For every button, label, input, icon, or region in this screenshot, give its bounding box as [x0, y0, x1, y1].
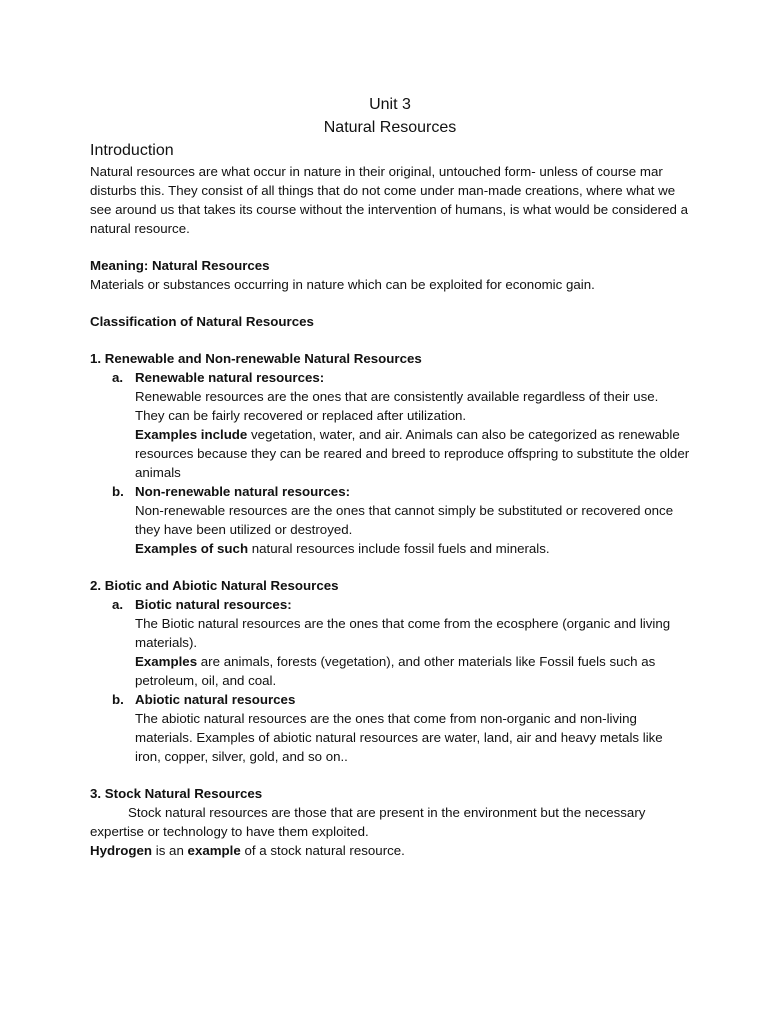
- list-marker: a.: [112, 597, 124, 612]
- item-examples: [135, 425, 690, 482]
- examples-text: vegetation, water, and air. Animals can also be categorized as renewable resources because they can be reared and breed to reproduce offspring to substitute the older animals: [135, 427, 690, 480]
- examples-label: Examples include: [135, 427, 248, 442]
- intro-heading: Introduction: [90, 142, 174, 159]
- section3-paragraph: Stock natural resources are those that are present in the environment but the necessary expertise or technology to have them exploited.: [90, 805, 646, 839]
- item-title: Abiotic natural resources: [135, 692, 296, 707]
- section1-heading: 1. Renewable and Non-renewable Natural Resources: [90, 351, 422, 366]
- examples-text: are animals, forests (vegetation), and other materials like Fossil fuels such as petroleum, oil, and coal.: [135, 654, 656, 688]
- item-examples: [135, 539, 690, 558]
- item-examples: [135, 652, 690, 690]
- list-marker: a.: [112, 370, 124, 385]
- unit-label: Unit 3: [369, 96, 411, 113]
- section1-item-b: [90, 482, 690, 558]
- item-text: The Biotic natural resources are the ones that come from the ecosphere (organic and living materials).: [135, 616, 671, 650]
- section2-item-a: [90, 595, 690, 690]
- examples-label: Examples of such: [135, 541, 249, 556]
- list-marker: b.: [112, 484, 124, 499]
- example-bold-word: example: [187, 843, 241, 858]
- page-title: Natural Resources: [323, 119, 457, 136]
- item-title: Biotic natural resources:: [135, 597, 292, 612]
- meaning-paragraph: Materials or substances occurring in nature which can be exploited for economic gain.: [90, 277, 595, 292]
- section3-example: [90, 841, 690, 860]
- section2-heading: 2. Biotic and Abiotic Natural Resources: [90, 578, 339, 593]
- example-text-mid: is an: [152, 843, 188, 858]
- example-text-end: of a stock natural resource.: [240, 843, 405, 858]
- item-text: Renewable resources are the ones that are consistently available regardless of their use. They can be fairly recovered or replaced after utilization.: [135, 389, 659, 423]
- item-text: The abiotic natural resources are the ones that come from non-organic and non-living materials. Examples of abiotic natural resources are water, land, air and heavy metals like iron, copper, silver, gold, and so on..: [135, 711, 663, 764]
- item-title: Renewable natural resources:: [135, 370, 325, 385]
- document-page: [90, 93, 690, 860]
- section2-item-b: [90, 690, 690, 766]
- intro-paragraph: Natural resources are what occur in nature in their original, untouched form- unless of course mar disturbs this. They consist of all things that do not come under man-made creations, where what we see around us that takes its course without the intervention of humans, is what would be considered a natural resource.: [90, 164, 688, 236]
- list-marker: b.: [112, 692, 124, 707]
- example-bold-hydrogen: Hydrogen: [90, 843, 153, 858]
- meaning-heading: Meaning: Natural Resources: [90, 258, 270, 273]
- examples-text: natural resources include fossil fuels and minerals.: [248, 541, 550, 556]
- item-text: Non-renewable resources are the ones that cannot simply be substituted or recovered once they have been utilized or destroyed.: [135, 503, 674, 537]
- examples-label: Examples: [135, 654, 198, 669]
- section3-heading: 3. Stock Natural Resources: [90, 786, 263, 801]
- section1-item-a: [90, 368, 690, 482]
- classification-heading: Classification of Natural Resources: [90, 314, 314, 329]
- item-title: Non-renewable natural resources:: [135, 484, 351, 499]
